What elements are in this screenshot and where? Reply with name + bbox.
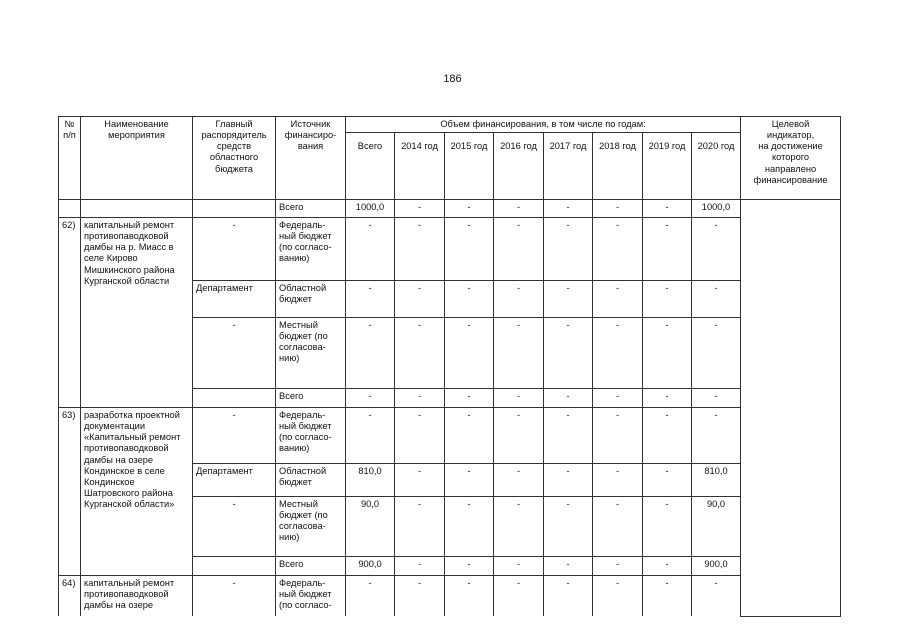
value-cell: -	[544, 557, 593, 576]
item-row	[59, 408, 841, 464]
manager-cell: Департамент	[193, 281, 276, 318]
manager-cell: -	[193, 576, 276, 617]
value-cell: -	[395, 408, 445, 464]
item-row	[59, 576, 841, 617]
value-cell: -	[643, 557, 692, 576]
value-cell: -	[346, 389, 395, 408]
value-cell: -	[643, 576, 692, 617]
value-cell: -	[544, 218, 593, 281]
value-cell: -	[395, 318, 445, 389]
header-name: Наименование мероприятия	[81, 117, 193, 200]
value-cell: -	[494, 389, 544, 408]
manager-cell	[193, 389, 276, 408]
value-cell: -	[494, 557, 544, 576]
header-manager: Главный распорядитель средств областного бюджета	[193, 117, 276, 200]
value-cell: -	[593, 408, 643, 464]
empty-cell	[193, 200, 276, 218]
header-year: 2017 год	[544, 133, 593, 200]
empty-cell	[59, 200, 81, 218]
item-number: 62)	[59, 218, 81, 408]
manager-cell: Департамент	[193, 464, 276, 497]
value-cell: -	[494, 464, 544, 497]
value-cell: -	[643, 318, 692, 389]
value-cell: -	[494, 408, 544, 464]
value-cell: -	[395, 389, 445, 408]
value-cell: 90,0	[692, 497, 741, 557]
value-cell: -	[692, 576, 741, 617]
source-cell: Областной бюджет	[276, 464, 346, 497]
value-cell: -	[445, 408, 494, 464]
value-cell: -	[593, 218, 643, 281]
value-cell: -	[445, 281, 494, 318]
value-cell: -	[544, 576, 593, 617]
value-cell: -	[494, 497, 544, 557]
value-cell: -	[445, 318, 494, 389]
page-number: 186	[443, 73, 462, 85]
value-cell: -	[544, 408, 593, 464]
item-name: капитальный ремонт противопаводковой дамбы на р. Миасс в селе Кирово Мишкинского района Курганской области	[81, 218, 193, 408]
value-cell: -	[544, 389, 593, 408]
value-cell: 900,0	[692, 557, 741, 576]
value-cell: -	[494, 576, 544, 617]
top-total-row	[59, 200, 841, 218]
item-number: 64)	[59, 576, 81, 617]
source-cell: Всего	[276, 389, 346, 408]
value-cell: -	[346, 576, 395, 617]
value-cell: -	[544, 497, 593, 557]
financing-table	[58, 116, 841, 617]
source-cell: Всего	[276, 557, 346, 576]
value-cell: -	[395, 557, 445, 576]
value-cell: 1000,0	[346, 200, 395, 218]
value-cell: -	[494, 200, 544, 218]
source-cell: Всего	[276, 200, 346, 218]
value-cell: 900,0	[346, 557, 395, 576]
header-year: 2014 год	[395, 133, 445, 200]
value-cell: -	[544, 318, 593, 389]
header-volume-title: Объем финансирования, в том числе по годам:	[346, 117, 741, 133]
header-source: Источник финансиро- вания	[276, 117, 346, 200]
value-cell: -	[346, 218, 395, 281]
value-cell: -	[643, 389, 692, 408]
value-cell: -	[346, 408, 395, 464]
value-cell: -	[445, 576, 494, 617]
header-year: 2016 год	[494, 133, 544, 200]
manager-cell	[193, 557, 276, 576]
value-cell: -	[494, 281, 544, 318]
manager-cell: -	[193, 497, 276, 557]
header-year: 2018 год	[593, 133, 643, 200]
manager-cell: -	[193, 318, 276, 389]
item-number: 63)	[59, 408, 81, 576]
value-cell: -	[445, 464, 494, 497]
source-cell: Местный бюджет (по согласова- нию)	[276, 497, 346, 557]
value-cell: -	[593, 318, 643, 389]
header-total: Всего	[346, 133, 395, 200]
source-cell: Федераль- ный бюджет (по согласо- ванию)	[276, 408, 346, 464]
value-cell: -	[544, 464, 593, 497]
value-cell: -	[643, 464, 692, 497]
value-cell: -	[643, 281, 692, 318]
manager-cell: -	[193, 218, 276, 281]
value-cell: 90,0	[346, 497, 395, 557]
value-cell: -	[395, 576, 445, 617]
value-cell: -	[445, 389, 494, 408]
value-cell: -	[643, 200, 692, 218]
value-cell: -	[593, 281, 643, 318]
value-cell: -	[643, 408, 692, 464]
value-cell: -	[494, 318, 544, 389]
value-cell: -	[593, 389, 643, 408]
header-row-1	[59, 117, 841, 133]
value-cell: -	[593, 464, 643, 497]
value-cell: -	[445, 218, 494, 281]
header-year: 2019 год	[643, 133, 692, 200]
value-cell: -	[445, 497, 494, 557]
source-cell: Федераль- ный бюджет (по согласо-	[276, 576, 346, 617]
value-cell: -	[692, 218, 741, 281]
value-cell: 810,0	[346, 464, 395, 497]
value-cell: -	[692, 318, 741, 389]
value-cell: -	[346, 281, 395, 318]
value-cell: -	[395, 464, 445, 497]
value-cell: 1000,0	[692, 200, 741, 218]
value-cell: -	[643, 218, 692, 281]
value-cell: -	[692, 281, 741, 318]
value-cell: -	[346, 318, 395, 389]
value-cell: -	[395, 497, 445, 557]
value-cell: -	[445, 200, 494, 218]
value-cell: -	[395, 218, 445, 281]
value-cell: 810,0	[692, 464, 741, 497]
value-cell: -	[593, 557, 643, 576]
header-year: 2020 год	[692, 133, 741, 200]
value-cell: -	[593, 576, 643, 617]
header-number: № п/п	[59, 117, 81, 200]
header-indicator: Целевой индикатор, на достижение которого направлено финансирование	[741, 117, 841, 200]
value-cell: -	[395, 200, 445, 218]
value-cell: -	[643, 497, 692, 557]
value-cell: -	[395, 281, 445, 318]
item-row	[59, 218, 841, 281]
value-cell: -	[494, 218, 544, 281]
value-cell: -	[593, 200, 643, 218]
header-year: 2015 год	[445, 133, 494, 200]
manager-cell: -	[193, 408, 276, 464]
source-cell: Областной бюджет	[276, 281, 346, 318]
value-cell: -	[445, 557, 494, 576]
source-cell: Местный бюджет (по согласова- нию)	[276, 318, 346, 389]
item-name: разработка проектной документации «Капитальный ремонт противопаводковой дамбы на озере Кондинское в селе Кондинское Шатровского района Курганской области»	[81, 408, 193, 576]
indicator-cell	[741, 200, 841, 617]
value-cell: -	[544, 281, 593, 318]
empty-cell	[81, 200, 193, 218]
item-name: капитальный ремонт противопаводковой дамбы на озере	[81, 576, 193, 617]
value-cell: -	[692, 389, 741, 408]
value-cell: -	[544, 200, 593, 218]
source-cell: Федераль- ный бюджет (по согласо- ванию)	[276, 218, 346, 281]
value-cell: -	[593, 497, 643, 557]
value-cell: -	[692, 408, 741, 464]
